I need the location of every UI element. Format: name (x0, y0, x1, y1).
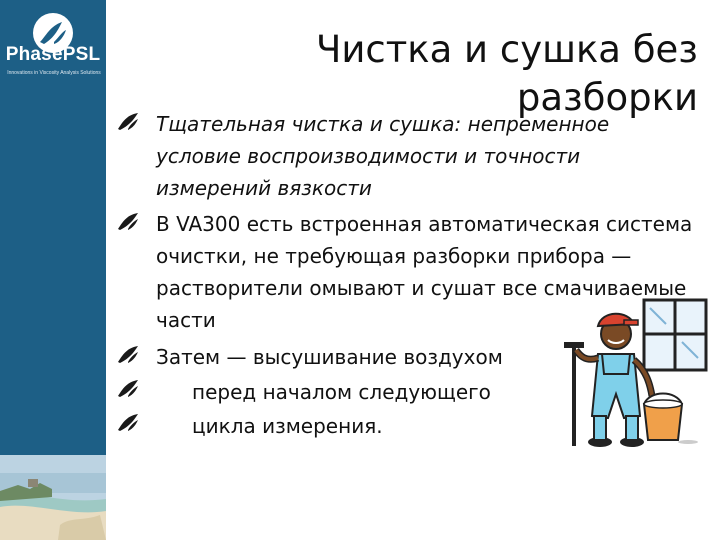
brand-tagline: Innovations in Viscosity Analysis Solutions (7, 70, 101, 76)
beach-photo (0, 455, 106, 540)
bullet-3-line2-text: перед началом следующего (192, 380, 491, 404)
bullet-leaf-icon (116, 344, 140, 364)
brand-name: PhasePSL (5, 44, 101, 65)
bullet-leaf-icon (116, 412, 140, 432)
cleaner-clipart (558, 296, 708, 448)
bullet-3-text: Затем — высушивание воздухом (156, 345, 503, 369)
bullet-leaf-icon (116, 111, 140, 131)
bullet-leaf-icon (116, 211, 140, 231)
sidebar (0, 0, 106, 540)
bullet-1-text: Тщательная чистка и сушка: непременное условие воспроизводимости и точности измерений вязкости (156, 112, 610, 200)
bullet-3-line3-text: цикла измерения. (192, 414, 383, 438)
bullet-leaf-icon (116, 378, 140, 398)
bullet-2-text: В VA300 есть встроенная автоматическая система очистки, не требующая разборки прибора — растворители омывают и сушат все смачиваемые части (156, 212, 693, 332)
slide-title: Чистка и сушка без разборки (315, 28, 698, 119)
bullet-1 (116, 108, 676, 204)
